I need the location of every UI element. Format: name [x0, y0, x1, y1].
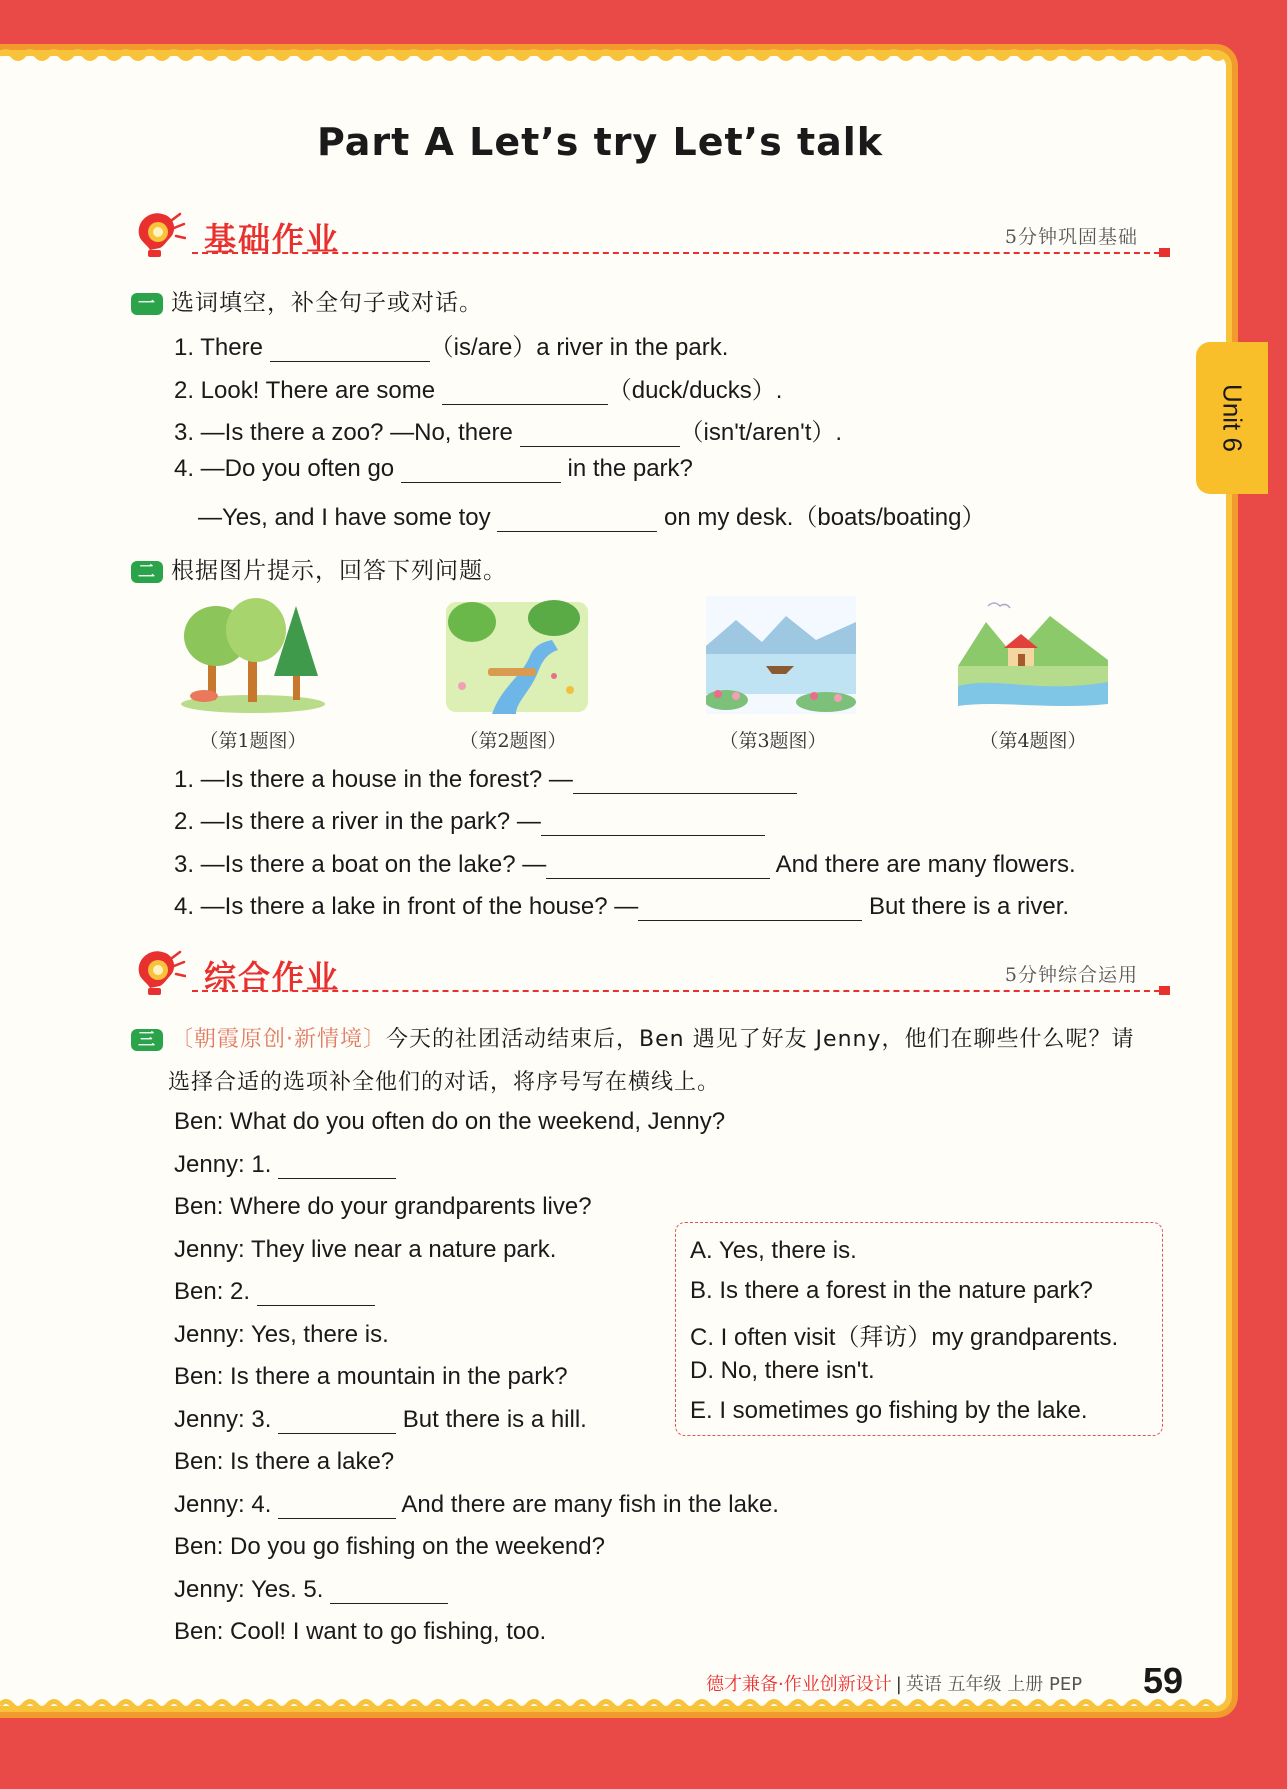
- question-3-instruction-cont: 选择合适的选项补全他们的对话，将序号写在横线上。: [168, 1070, 721, 1095]
- section-subtitle-basic: 5分钟巩固基础: [1004, 226, 1138, 248]
- picture-caption: （第3题图）: [719, 730, 827, 752]
- q2-item: 4. —Is there a lake in front of the house? — But there is a river.: [174, 893, 1070, 920]
- dialogue-line: Jenny: They live near a nature park.: [174, 1235, 557, 1263]
- section-title-comprehensive: 综合作业: [204, 958, 341, 996]
- answer-blank[interactable]: [497, 505, 657, 532]
- answer-blank[interactable]: [638, 894, 862, 921]
- question-3-heading: [131, 1022, 1135, 1053]
- footer-separator: |: [895, 1674, 902, 1695]
- section-subtitle-comprehensive: 5分钟综合运用: [1004, 964, 1138, 986]
- answer-blank[interactable]: [442, 378, 608, 405]
- answer-blank[interactable]: [278, 1492, 396, 1519]
- section-divider: [192, 252, 1170, 254]
- dialogue-line: Jenny: Yes, there is.: [174, 1320, 389, 1348]
- answer-blank[interactable]: [401, 456, 561, 483]
- answer-blank[interactable]: [257, 1279, 375, 1306]
- question-1-heading: [131, 284, 483, 317]
- answer-blank[interactable]: [546, 852, 770, 879]
- option-d: D. No, there isn't.: [690, 1357, 875, 1384]
- question-3-tag: 〔朝霞原创·新情境〕: [171, 1027, 386, 1052]
- footer-book-info: 英语 五年级 上册 PEP: [905, 1674, 1083, 1695]
- answer-blank[interactable]: [541, 809, 765, 836]
- q2-item: 1. —Is there a house in the forest? —: [174, 766, 797, 794]
- lightbulb-icon: [130, 208, 186, 264]
- footer-brand: 德才兼备·作业创新设计: [706, 1674, 892, 1695]
- q1-item: 4. —Do you often go in the park?: [174, 455, 693, 482]
- section-title-basic: 基础作业: [204, 220, 341, 258]
- section-divider: [192, 990, 1170, 992]
- dialogue-line: Ben: Where do your grandparents live?: [174, 1193, 592, 1220]
- dialogue-line: Ben: Do you go fishing on the weekend?: [174, 1533, 605, 1560]
- answer-blank[interactable]: [270, 335, 430, 362]
- section-header-comprehensive: [130, 946, 1170, 1006]
- q1-item: 2. Look! There are some （duck/ducks）.: [174, 377, 783, 404]
- house-river-picture: [958, 596, 1108, 714]
- answer-blank[interactable]: [573, 767, 797, 794]
- q2-item: 3. —Is there a boat on the lake? — And there are many flowers.: [174, 851, 1076, 878]
- q1-item: 3. —Is there a zoo? —No, there （isn't/aren't）.: [174, 419, 843, 446]
- dialogue-line: Ben: What do you often do on the weekend, Jenny?: [174, 1108, 726, 1135]
- page-title: Part A Let’s try Let’s talk: [316, 120, 884, 164]
- section-divider-end: [1159, 986, 1170, 995]
- answer-blank[interactable]: [278, 1407, 396, 1434]
- section-header-basic: [130, 208, 1170, 268]
- picture-caption: （第2题图）: [459, 730, 567, 752]
- question-2-instruction: 根据图片提示，回答下列问题。: [171, 558, 507, 584]
- q1-item: 1. There （is/are）a river in the park.: [174, 334, 729, 361]
- dialogue-line: Ben: Is there a mountain in the park?: [174, 1363, 568, 1390]
- lake-boat-picture: [706, 596, 856, 714]
- dialogue-line: Jenny: 4. And there are many fish in the lake.: [174, 1490, 779, 1518]
- forest-picture: [178, 596, 328, 714]
- dialogue-line: Ben: 2.: [174, 1278, 375, 1306]
- park-river-picture: [442, 596, 592, 714]
- question-1-badge: 一: [131, 293, 163, 315]
- bottom-wavy-border: [0, 1698, 1226, 1712]
- unit-tab: [1196, 342, 1268, 494]
- page-footer: [706, 1670, 1082, 1696]
- question-3-instruction: 今天的社团活动结束后，Ben 遇见了好友 Jenny，他们在聊些什么呢？请: [386, 1027, 1135, 1052]
- picture-caption: （第1题图）: [199, 730, 307, 752]
- page-number: 59: [1143, 1660, 1184, 1701]
- picture-caption: （第4题图）: [979, 730, 1087, 752]
- q2-item: 2. —Is there a river in the park? —: [174, 808, 765, 836]
- question-3-badge: 三: [131, 1029, 163, 1051]
- answer-blank[interactable]: [330, 1577, 448, 1604]
- q1-item: —Yes, and I have some toy on my desk.（boats/boating）: [198, 504, 986, 531]
- question-1-instruction: 选词填空，补全句子或对话。: [171, 290, 483, 316]
- dialogue-line: Ben: Cool! I want to go fishing, too.: [174, 1618, 547, 1645]
- dialogue-line: Jenny: 1.: [174, 1151, 396, 1179]
- dialogue-line: Ben: Is there a lake?: [174, 1448, 395, 1475]
- top-wavy-border: [0, 48, 1226, 62]
- unit-tab-label: Unit 6: [1217, 384, 1248, 452]
- option-e: E. I sometimes go fishing by the lake.: [690, 1397, 1088, 1424]
- answer-blank[interactable]: [520, 420, 680, 447]
- question-2-heading: [131, 552, 507, 585]
- dialogue-line: Jenny: Yes. 5.: [174, 1576, 448, 1604]
- answer-blank[interactable]: [278, 1152, 396, 1179]
- option-b: B. Is there a forest in the nature park?: [690, 1277, 1093, 1304]
- question-2-badge: 二: [131, 561, 163, 583]
- options-box: [675, 1222, 1163, 1436]
- section-divider-end: [1159, 248, 1170, 257]
- option-c: C. I often visit（拜访）my grandparents.: [690, 1324, 1119, 1351]
- lightbulb-icon: [130, 946, 186, 1002]
- option-a: A. Yes, there is.: [690, 1237, 857, 1264]
- dialogue-line: Jenny: 3. But there is a hill.: [174, 1405, 587, 1433]
